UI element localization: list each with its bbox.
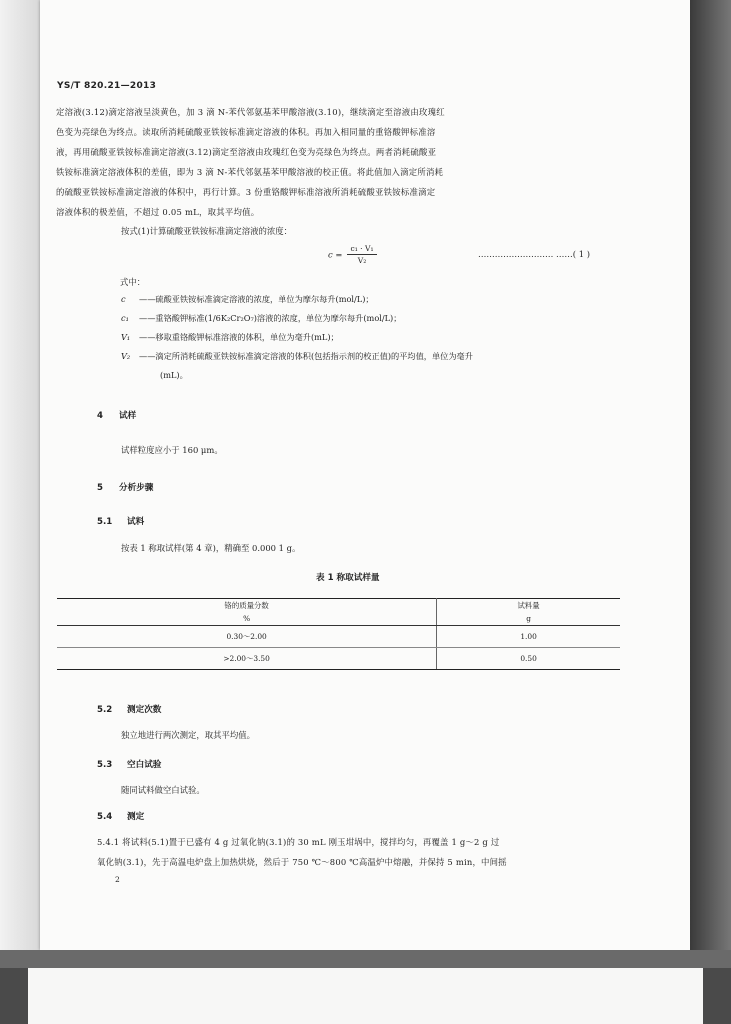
formula-lhs: c = [328,249,343,260]
section-title: 测定次数 [127,705,162,715]
section-5-heading [97,481,153,493]
section-5-2-heading [97,703,161,715]
col2-unit: g [437,612,620,626]
paragraph-line: 溶液体积的极差值，不超过 0.05 mL，取其平均值。 [56,207,260,217]
page-gap [0,950,731,968]
where-item [121,332,339,343]
section-5-3-body: 随同试料做空白试验。 [121,785,205,795]
paragraph-line: 液，再用硫酸亚铁铵标准滴定溶液(3.12)滴定至溶液由玫瑰红色变为亮绿色为终点。两者消耗硫酸亚 [56,147,437,157]
formula-denominator: V₂ [357,256,367,265]
table-unit-row [57,612,620,626]
where-item [121,351,473,362]
section-5-3-heading [97,758,161,770]
section-number: 5.3 [97,760,113,770]
section-number: 5.2 [97,705,113,715]
where-text: ——重铬酸钾标准(1/6K₂Cr₂O₇)溶液的浓度，单位为摩尔每升(mol/L)； [139,313,402,323]
page-left-edge [0,0,40,960]
section-number: 5.1 [97,517,113,527]
cell-mass: 1.00 [437,626,620,648]
section-title: 测定 [127,812,145,822]
paragraph-line: 的硫酸亚铁铵标准滴定溶液的体积中，再行计算。3 份重铬酸钾标准溶液所消耗硫酸亚铁铵标准滴定 [56,187,436,197]
formula [328,243,377,266]
section-4-heading [97,409,136,421]
section-title: 试样 [119,411,137,421]
table-caption: 表 1 称取试样量 [316,573,380,583]
table-header-row [57,599,620,613]
where-item [121,313,401,324]
table-row [57,648,620,670]
section-5-4-1-line: 氧化钠(3.1)，先于高温电炉盘上加热烘烧，然后于 750 ℃～800 ℃高温炉中熔融，并保持 5 min，中间摇 [97,857,507,867]
section-number: 5 [97,483,103,493]
body-paragraph [56,102,621,222]
paragraph-line: 铁铵标准滴定溶液体积的差值，即为 3 滴 N-苯代邻氨基苯甲酸溶液的校正值。将此值加入滴定所消耗 [56,167,444,177]
where-text: ——硫酸亚铁铵标准滴定溶液的浓度，单位为摩尔每升(mol/L)； [139,294,374,304]
cell-mass: 0.50 [437,648,620,670]
col2-header: 试料量 [437,599,620,613]
formula-fraction [347,243,376,266]
section-number: 5.4 [97,812,113,822]
col1-header: 铬的质量分数 [57,599,437,613]
where-symbol: c [121,294,126,304]
section-5-2-body: 独立地进行两次测定，取其平均值。 [121,730,255,740]
next-page [28,968,703,1024]
formula-intro: 按式(1)计算硫酸亚铁铵标准滴定溶液的浓度： [121,226,292,236]
cell-range: >2.00～3.50 [57,648,437,670]
section-number: 4 [97,411,103,421]
col1-unit: % [57,612,437,626]
cell-range: 0.30～2.00 [57,626,437,648]
section-4-body: 试样粒度应小于 160 μm。 [121,445,223,455]
section-5-4-heading [97,810,144,822]
formula-number: ……………………… ……( 1 ) [478,249,590,259]
where-item-continuation: (mL)。 [160,370,188,380]
section-5-1-body: 按表 1 称取试样(第 4 章)，精确至 0.000 1 g。 [121,543,301,553]
page-number: 2 [115,875,120,884]
where-text: ——滴定所消耗硫酸亚铁铵标准滴定溶液的体积(包括指示剂的校正值)的平均值，单位为毫升 [139,351,473,361]
formula-numerator: c₁ · V₁ [347,243,376,255]
where-symbol: c₁ [121,313,129,323]
where-symbol: V₁ [121,332,131,342]
where-symbol: V₂ [121,351,131,361]
section-title: 分析步骤 [119,483,154,493]
where-text: ——移取重铬酸钾标准溶液的体积，单位为毫升(mL)； [139,332,339,342]
viewer-dark-margin [690,0,731,960]
section-title: 试料 [127,517,145,527]
section-5-1-heading [97,515,144,527]
paragraph-line: 色变为亮绿色为终点。读取所消耗硫酸亚铁铵标准滴定溶液的体积。再加入相同量的重铬酸钾标准溶 [56,127,436,137]
where-item [121,294,374,305]
standard-header: YS/T 820.21—2013 [57,81,157,91]
where-label: 式中： [120,277,146,287]
section-5-4-1-line: 5.4.1 将试料(5.1)置于已盛有 4 g 过氧化钠(3.1)的 30 mL 刚玉坩埚中，搅拌均匀，再覆盖 1 g～2 g 过 [97,837,500,847]
paragraph-line: 定溶液(3.12)滴定溶液呈淡黄色，加 3 滴 N-苯代邻氨基苯甲酸溶液(3.10)，继续滴定至溶液由玫瑰红 [56,107,445,117]
table-row [57,626,620,648]
sample-mass-table [57,598,620,670]
section-title: 空白试验 [127,760,162,770]
